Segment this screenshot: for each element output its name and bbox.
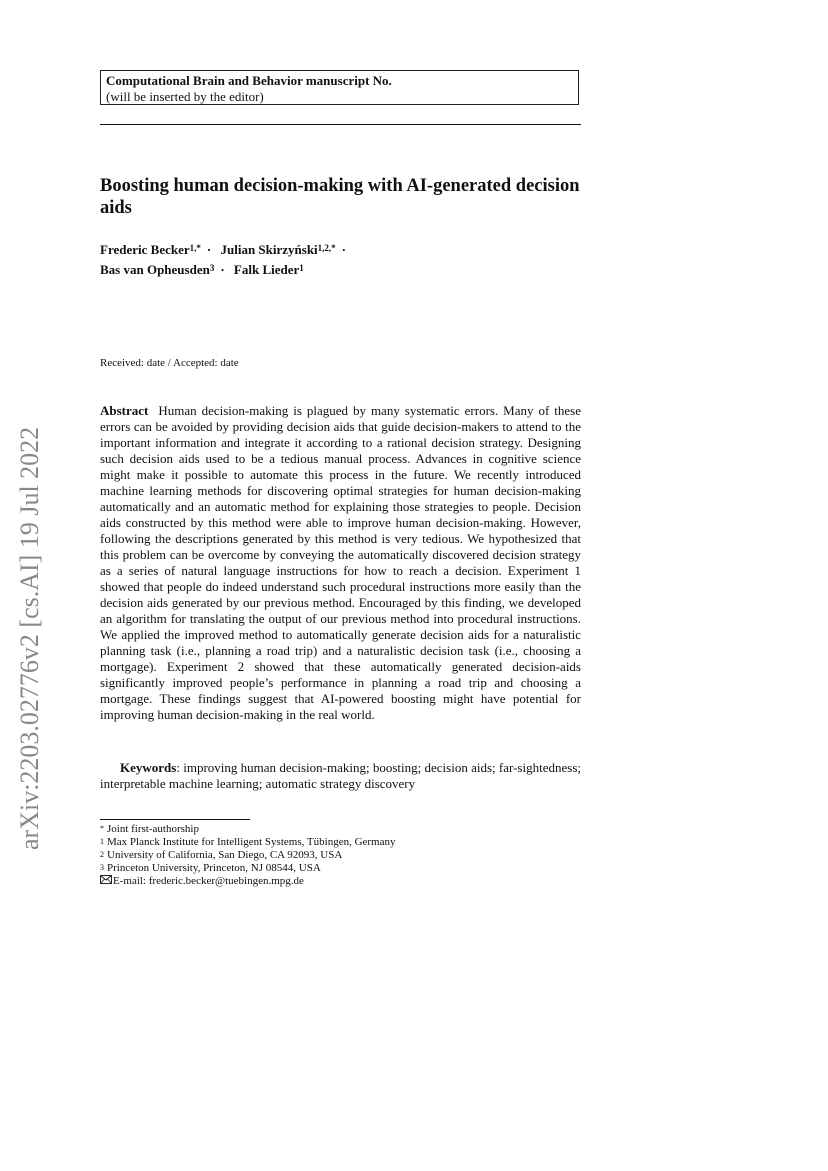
- arxiv-stamp: arXiv:2203.02776v2 [cs.AI] 19 Jul 2022: [15, 426, 44, 850]
- footnote-text: University of California, San Diego, CA 92093, USA: [107, 849, 343, 861]
- author-affiliation: 1,*: [189, 243, 201, 253]
- footnotes: [100, 823, 580, 888]
- abstract: [100, 403, 581, 723]
- keywords: [100, 760, 581, 792]
- email-line: [100, 875, 580, 888]
- footnote: [100, 862, 580, 875]
- journal-header-box: [100, 70, 579, 105]
- author-list: Frederic Becker$^{1,*}$ · Julian Skirzyński$^{1,2,*}$ · Bas van Opheusden$^3$ · Falk Lieder$^1$: [100, 242, 347, 277]
- author-name: Bas van Opheusden: [100, 262, 210, 277]
- author-affiliation: 1,2,*: [317, 243, 336, 253]
- footnote-text: Joint first-authorship: [107, 823, 199, 835]
- footnote: [100, 823, 580, 836]
- footnote-mark: 3: [100, 863, 104, 872]
- author-affiliation: 1: [299, 263, 304, 273]
- email-text: E-mail: frederic.becker@tuebingen.mpg.de: [113, 875, 304, 887]
- received-line: Received: date / Accepted: date: [100, 357, 239, 369]
- abstract-text: Human decision-making is plagued by many systematic errors. Many of these errors can be avoided by providing decision aids that guide decision-makers to attend to the important information and integrate it according to a rational decision strategy. Designing such decision aids used to be a tedious manual process. Advances in cognitive science might make it possible to automate this process in the future. We recently introduced machine learning methods for discovering optimal strategies for human decision-making automatically and an automatic method for explaining those strategies to people. Decision aids constructed by this method were able to improve human decision-making. However, following the descriptions generated by this method is very tedious. We hypothesized that this problem can be overcome by conveying the automatically discovered decision strategy as a series of natural language instructions for how to reach a decision. Experiment 1 showed that people do indeed understand such procedural instructions more easily than the decision aids generated by our previous method. Encouraged by this finding, we developed an algorithm for translating the output of our previous method into procedural instructions. We applied the improved method to automatically generate decision aids for a naturalistic planning task (i.e., planning a road trip) and a naturalistic decision task (i.e., choosing a mortgage). Experiment 2 showed that these automatically generated decision-aids significantly improved people’s performance in planning a road trip and choosing a mortgage. These findings suggest that AI-powered boosting might have potential for improving human decision-making in the real world.: [100, 403, 582, 722]
- header-rule: [100, 124, 581, 125]
- author-affiliation: 3: [209, 263, 215, 273]
- journal-name: Computational Brain and Behavior manuscript No.: [106, 73, 392, 88]
- abstract-label: Abstract: [100, 403, 149, 418]
- footnote: [100, 849, 580, 862]
- footnote-mark: 2: [100, 850, 104, 859]
- footnote-text: Max Planck Institute for Intelligent Systems, Tübingen, Germany: [107, 836, 396, 848]
- envelope-icon: [100, 875, 112, 884]
- footnote-text: Princeton University, Princeton, NJ 08544, USA: [107, 862, 321, 874]
- editor-note: (will be inserted by the editor): [106, 89, 264, 104]
- footnote-rule: [100, 819, 250, 820]
- footnote: [100, 836, 580, 849]
- keywords-label: Keywords: [120, 760, 177, 775]
- author-name: Falk Lieder: [233, 262, 300, 277]
- keywords-text: : improving human decision-making; boosting; decision aids; far-sightedness; interpretable machine learning; automatic strategy discovery: [100, 760, 581, 791]
- paper-title: Boosting human decision-making with AI-generated decision aids: [100, 176, 580, 218]
- author-name: Frederic Becker: [100, 242, 190, 257]
- footnote-mark: 1: [100, 837, 104, 846]
- footnote-mark: *: [100, 824, 104, 833]
- author-name: Julian Skirzyński: [220, 242, 318, 257]
